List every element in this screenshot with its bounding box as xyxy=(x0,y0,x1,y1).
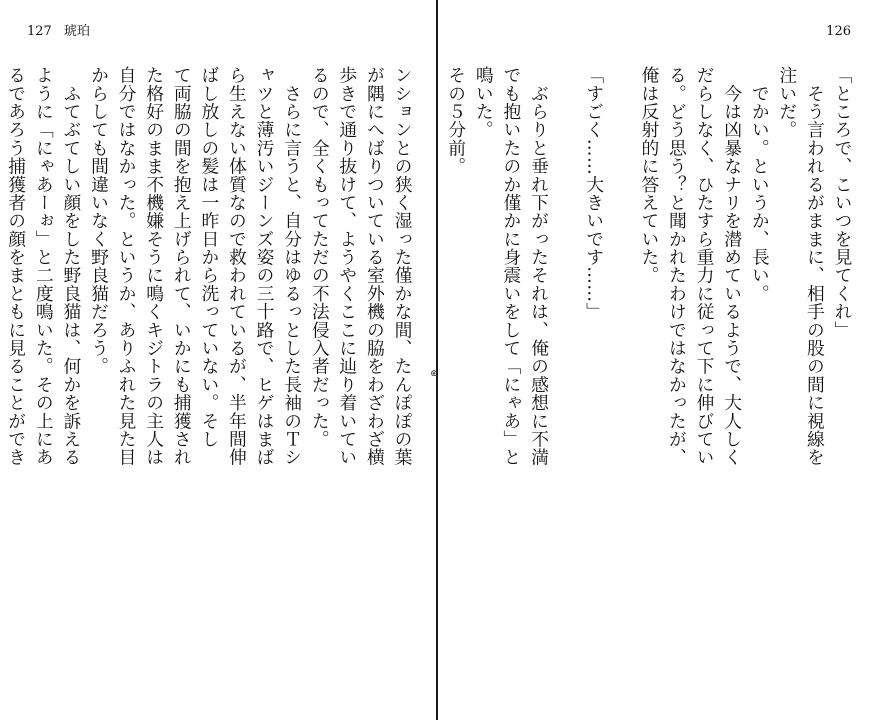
text-line: て両脇の間を抱え上げられて、いかにも捕獲され xyxy=(171,66,193,467)
running-title: 琥珀 xyxy=(63,24,90,39)
left-page-number: 127 xyxy=(27,24,52,39)
right-page-number: 126 xyxy=(826,24,851,39)
text-line: 俺は反射的に答えていた。 xyxy=(638,66,660,285)
text-line: る。どう思う？と聞かれたわけではなかったが、 xyxy=(666,66,688,467)
text-line: だらしなく、ひたすら重力に従って下に伸びてい xyxy=(694,66,716,467)
text-line: るであろう捕獲者の顔をまともに見ることができ xyxy=(5,66,27,467)
text-line: 鳴いた。 xyxy=(473,66,495,139)
left-page-body-text xyxy=(5,66,416,678)
text-line: でも抱いたのか僅かに身震いをして「にゃあ」と xyxy=(500,66,522,467)
text-line xyxy=(552,66,580,678)
text-line: ャツと薄汚いジーンズ姿の三十路で、ヒゲはまば xyxy=(254,66,276,467)
text-line: そう言われるがままに、相手の股の間に視線を xyxy=(804,66,826,467)
text-line: が隅にへばりついている室外機の脇をわざわざ横 xyxy=(364,66,386,467)
text-line: 今は凶暴なナリを潜めているようで、大人しく xyxy=(721,66,743,467)
text-line: ぶらりと垂れ下がったそれは、俺の感想に不満 xyxy=(528,66,550,467)
text-line xyxy=(0,66,2,678)
text-line: ら生えない体質なので救われているが、半年間伸 xyxy=(226,66,248,467)
right-page xyxy=(438,0,875,720)
text-line: 自分ではなかった。というか、ありふれた見た目 xyxy=(116,66,138,467)
text-line: 歩きで通り抜けて、ようやくここに辿り着いてい xyxy=(336,66,358,467)
text-line: ふてぶてしい顔をした野良猫は、何かを訴える xyxy=(60,66,82,467)
right-page-body-text xyxy=(445,66,856,678)
text-line: でかい。というか、長い。 xyxy=(749,66,771,303)
text-line: その５分前。 xyxy=(445,66,467,176)
text-line xyxy=(608,66,636,678)
text-line: た格好のまま不機嫌そうに鳴くキジトラの主人は xyxy=(143,66,165,467)
text-line: 「すごく……大きいです……」 xyxy=(583,66,605,321)
text-line: ばし放しの髪は一昨日から洗っていない。そし xyxy=(198,66,220,448)
text-line: 「ところで、こいつを見てくれ」 xyxy=(832,66,853,339)
left-page xyxy=(0,0,436,720)
text-line: ように「にゃあーぉ」と二度鳴いた。その上にあ xyxy=(33,66,55,467)
text-line: るので、全くもってただの不法侵入者だった。 xyxy=(309,66,331,448)
right-page-header xyxy=(826,24,851,40)
text-line: からしても間違いなく野良猫だろう。 xyxy=(88,66,110,376)
gutter-mark: ⊕ xyxy=(430,369,438,379)
text-line: 注いだ。 xyxy=(776,66,798,139)
left-page-header xyxy=(27,24,90,40)
text-line: ンションとの狭く湿った僅かな間、たんぽぽの葉 xyxy=(392,66,413,467)
text-line: さらに言うと、自分はゆるっとした長袖のＴシ xyxy=(281,66,303,467)
